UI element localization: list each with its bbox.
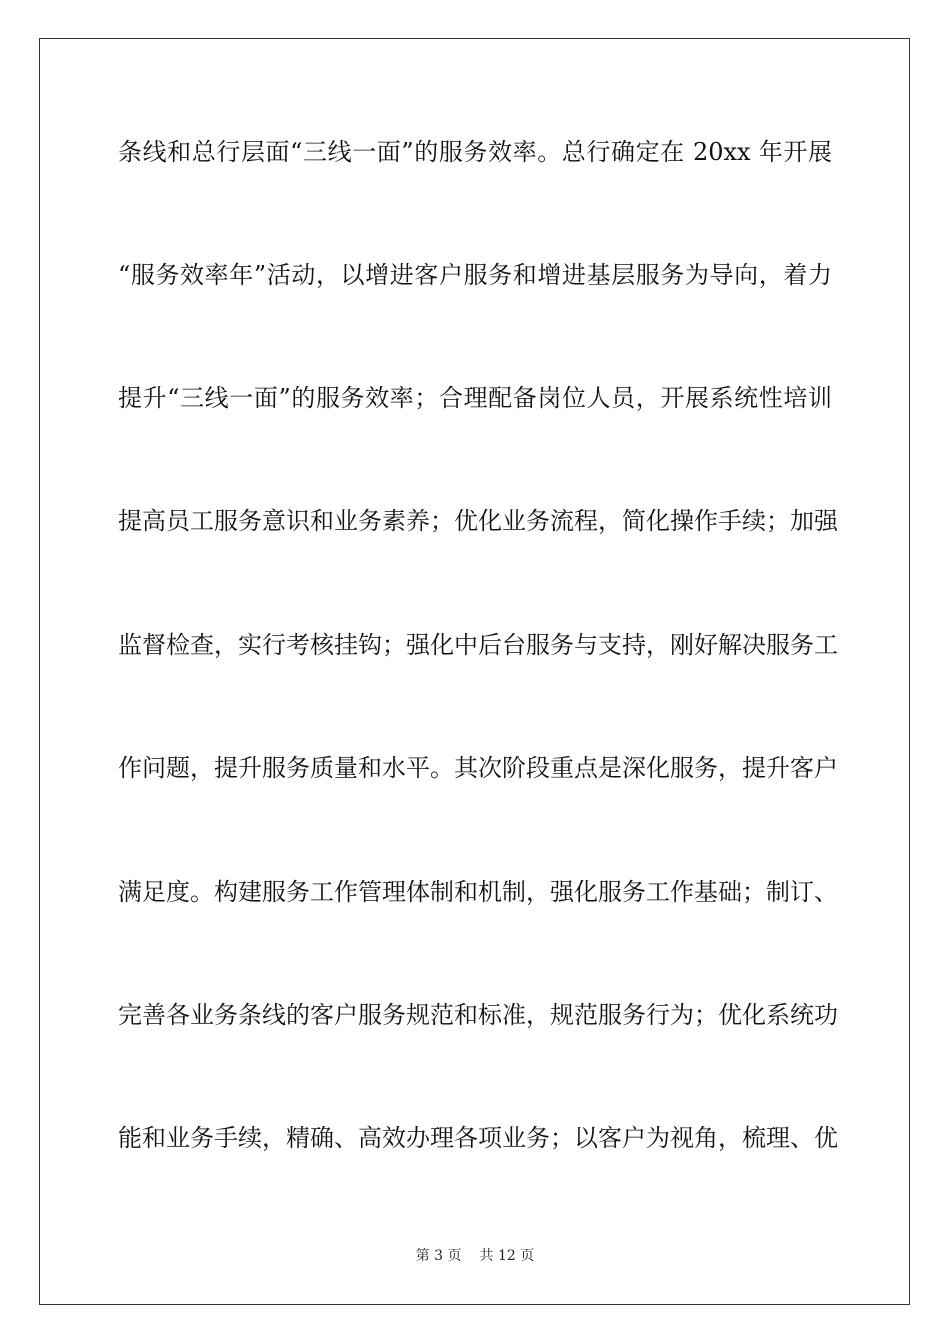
body-text-line: 完善各业务条线的客户服务规范和标准，规范服务行为；优化系统功 [118, 1001, 838, 1029]
body-text-line: “服务效率年”活动，以增进客户服务和增进基层服务为导向，着力 [118, 261, 832, 289]
body-text-line: 提高员工服务意识和业务素养；优化业务流程，简化操作手续；加强 [118, 507, 838, 535]
body-text-line: 满足度。构建服务工作管理体制和机制，强化服务工作基础；制订、 [118, 878, 838, 906]
page-footer [0, 1247, 950, 1265]
body-text-line: 提升“三线一面”的服务效率；合理配备岗位人员，开展系统性培训 [118, 384, 832, 412]
body-text-line: 条线和总行层面“三线一面”的服务效率。总行确定在 20xx 年开展 [118, 138, 832, 166]
page-border [39, 38, 910, 1305]
body-text-line: 能和业务手续，精确、高效办理各项业务；以客户为视角，梳理、优 [118, 1124, 838, 1152]
page-total: 共 12 页 [479, 1248, 535, 1264]
body-text-line: 监督检查，实行考核挂钩；强化中后台服务与支持，刚好解决服务工 [118, 631, 838, 659]
body-text-line: 作问题，提升服务质量和水平。其次阶段重点是深化服务，提升客户 [118, 754, 838, 782]
page-number: 第 3 页 [415, 1248, 462, 1264]
